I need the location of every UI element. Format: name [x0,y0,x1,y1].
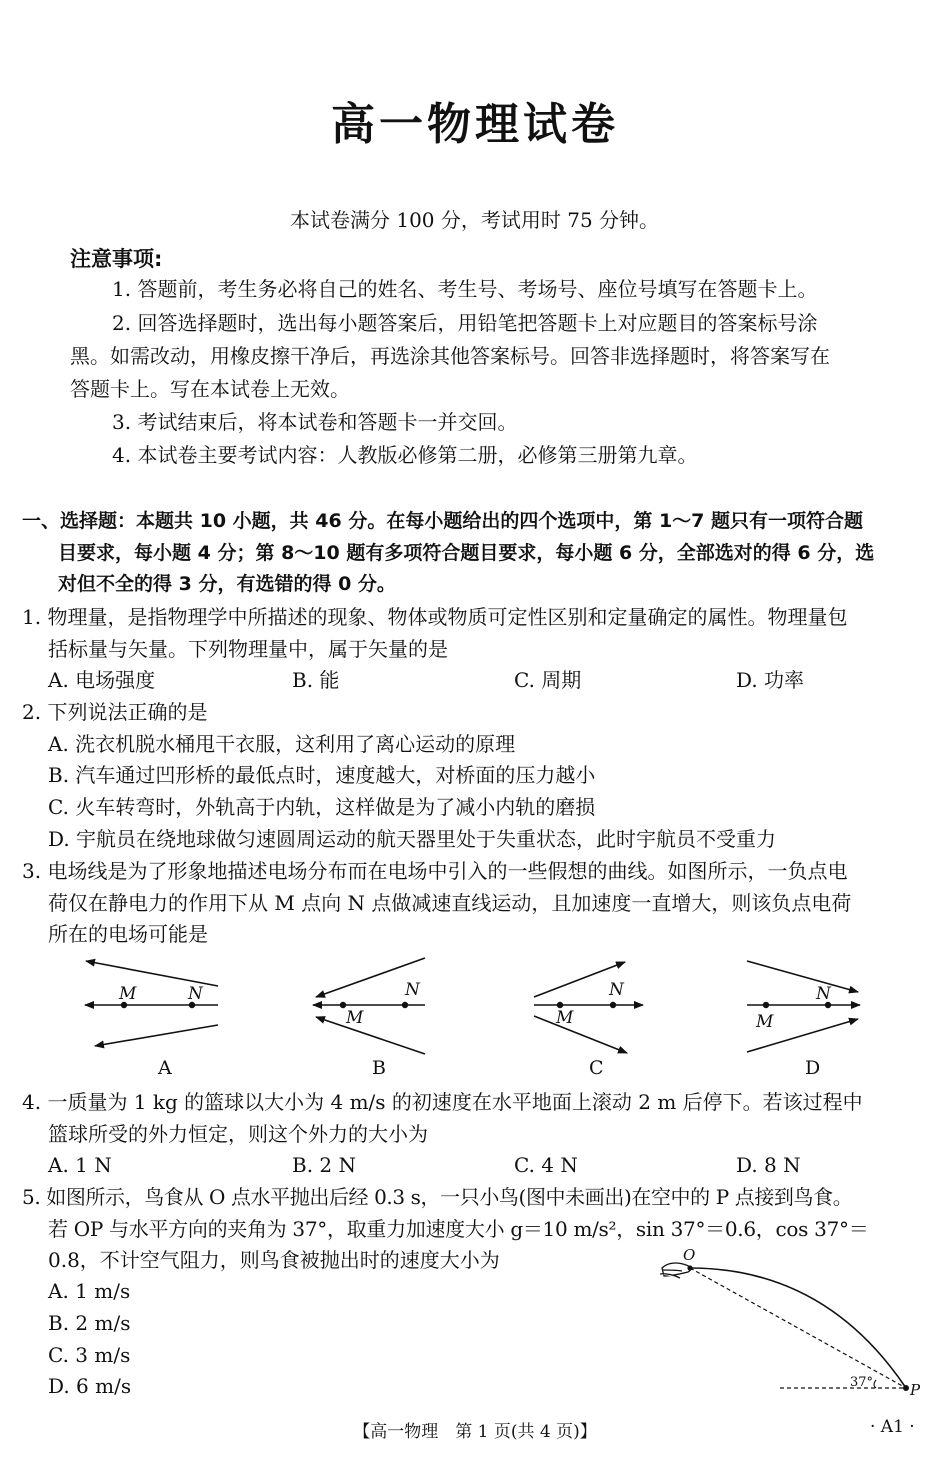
page-title: 高一物理试卷 [331,99,619,150]
label-n-a: N [188,984,203,1004]
section-heading: 目要求，每小题 4 分；第 8～10 题有多项符合题目要求，每小题 6 分，全部选对的得 6 分，选 [58,542,875,564]
question-5-stem: 若 OP 与水平方向的夹角为 37°，取重力加速度大小 g＝10 m/s²，sin 37°＝0.6，cos 37°＝ [48,1217,869,1241]
field-line-b-bottom [316,1017,425,1054]
question-1-option-a: A. 电场强度 [48,668,156,692]
label-n-c: N [609,980,624,1000]
point-p [903,1385,909,1391]
question-4-option-b: B. 2 N [292,1153,356,1177]
label-m-c: M [556,1008,574,1028]
figure-label-c: C [589,1057,604,1079]
notice-item: 黑。如需改动，用橡皮擦干净后，再选涂其他答案标号。回答非选择题时，将答案写在 [70,344,830,368]
label-m-d: M [756,1012,774,1032]
question-1-stem: 1. 物理量，是指物理学中所描述的现象、物体或物质可定性区别和定量确定的属性。物理量包 [22,605,848,629]
field-line-c-bottom [534,1016,627,1053]
question-5-option-c: C. 3 m/s [48,1343,131,1367]
question-3-stem: 荷仅在静电力的作用下从 M 点向 N 点做减速直线运动，且加速度一直增大，则该负点电荷 [48,891,852,915]
electric-field-figures [0,950,950,1060]
question-5-stem: 0.8，不计空气阻力，则鸟食被抛出时的速度大小为 [48,1248,500,1272]
field-line-a-bottom [95,1025,218,1046]
label-angle: 37° [850,1375,874,1390]
question-2-option-a: A. 洗衣机脱水桶甩干衣服，这利用了离心运动的原理 [48,732,516,756]
question-2-option-b: B. 汽车通过凹形桥的最低点时，速度越大，对桥面的压力越小 [48,763,596,787]
question-4-stem: 篮球所受的外力恒定，则这个外力的大小为 [48,1122,428,1146]
question-1-option-c: C. 周期 [514,668,582,692]
page-footer: 【高一物理 第 1 页(共 4 页)】 [353,1422,597,1442]
segment-op [690,1268,906,1388]
question-5-option-a: A. 1 m/s [48,1279,131,1303]
section-heading: 一、选择题：本题共 10 小题，共 46 分。在每小题给出的四个选项中，第 1～7 题只有一项符合题 [22,510,864,532]
figure-label-d: D [805,1057,821,1079]
question-2-stem: 2. 下列说法正确的是 [22,700,208,724]
question-1-option-b: B. 能 [292,668,340,692]
notice-item: 4. 本试卷主要考试内容：人教版必修第二册，必修第三册第九章。 [112,443,698,467]
label-n-d: N [816,984,831,1004]
point-m-d [763,1002,769,1008]
field-line-d-top [747,961,858,992]
notice-item: 1. 答题前，考生务必将自己的姓名、考生号、考场号、座位号填写在答题卡上。 [112,277,818,301]
field-line-a-top [86,961,218,986]
point-o [687,1265,692,1270]
question-5-option-b: B. 2 m/s [48,1311,131,1335]
question-5-option-d: D. 6 m/s [48,1374,132,1398]
question-1-stem: 括标量与矢量。下列物理量中，属于矢量的是 [48,637,448,661]
page-code: · A1 · [870,1417,915,1437]
notice-item: 3. 考试结束后，将本试卷和答题卡一并交回。 [112,410,518,434]
question-5-stem: 5. 如图所示，鸟食从 O 点水平抛出后经 0.3 s，一只小鸟(图中未画出)在空中的 P 点接到鸟食。 [22,1185,853,1209]
question-4-stem: 4. 一质量为 1 kg 的篮球以大小为 4 m/s 的初速度在水平地面上滚动 2 m 后停下。若该过程中 [22,1090,863,1114]
question-2-option-c: C. 火车转弯时，外轨高于内轨，这样做是为了减小内轨的磨损 [48,795,596,819]
label-o: O [683,1246,696,1264]
question-3-stem: 3. 电场线是为了形象地描述电场分布而在电场中引入的一些假想的曲线。如图所示，一负点电 [22,859,848,883]
angle-arc [874,1380,876,1388]
figure-label-a: A [158,1057,172,1079]
label-m-a: M [119,984,137,1004]
section-heading: 对但不全的得 3 分，有选错的得 0 分。 [58,573,396,595]
question-2-option-d: D. 宇航员在绕地球做匀速圆周运动的航天器里处于失重状态，此时宇航员不受重力 [48,827,777,851]
figure-label-b: B [372,1057,386,1079]
question-4-option-d: D. 8 N [736,1153,801,1177]
notice-heading: 注意事项: [70,247,163,271]
label-n-b: N [405,980,420,1000]
question-3-stem: 所在的电场可能是 [48,922,208,946]
question-4-option-a: A. 1 N [48,1153,112,1177]
hand-icon [660,1263,690,1278]
projectile-figure [650,1240,930,1400]
label-m-b: M [346,1008,364,1028]
point-n-b [402,1002,408,1008]
notice-item: 2. 回答选择题时，选出每小题答案后，用铅笔把答题卡上对应题目的答案标号涂 [112,311,818,335]
notice-item: 答题卡上。写在本试卷上无效。 [70,377,350,401]
question-1-option-d: D. 功率 [736,668,805,692]
question-4-option-c: C. 4 N [514,1153,578,1177]
point-n-c [610,1002,616,1008]
exam-intro: 本试卷满分 100 分，考试用时 75 分钟。 [290,208,660,232]
label-p: P [910,1381,921,1399]
